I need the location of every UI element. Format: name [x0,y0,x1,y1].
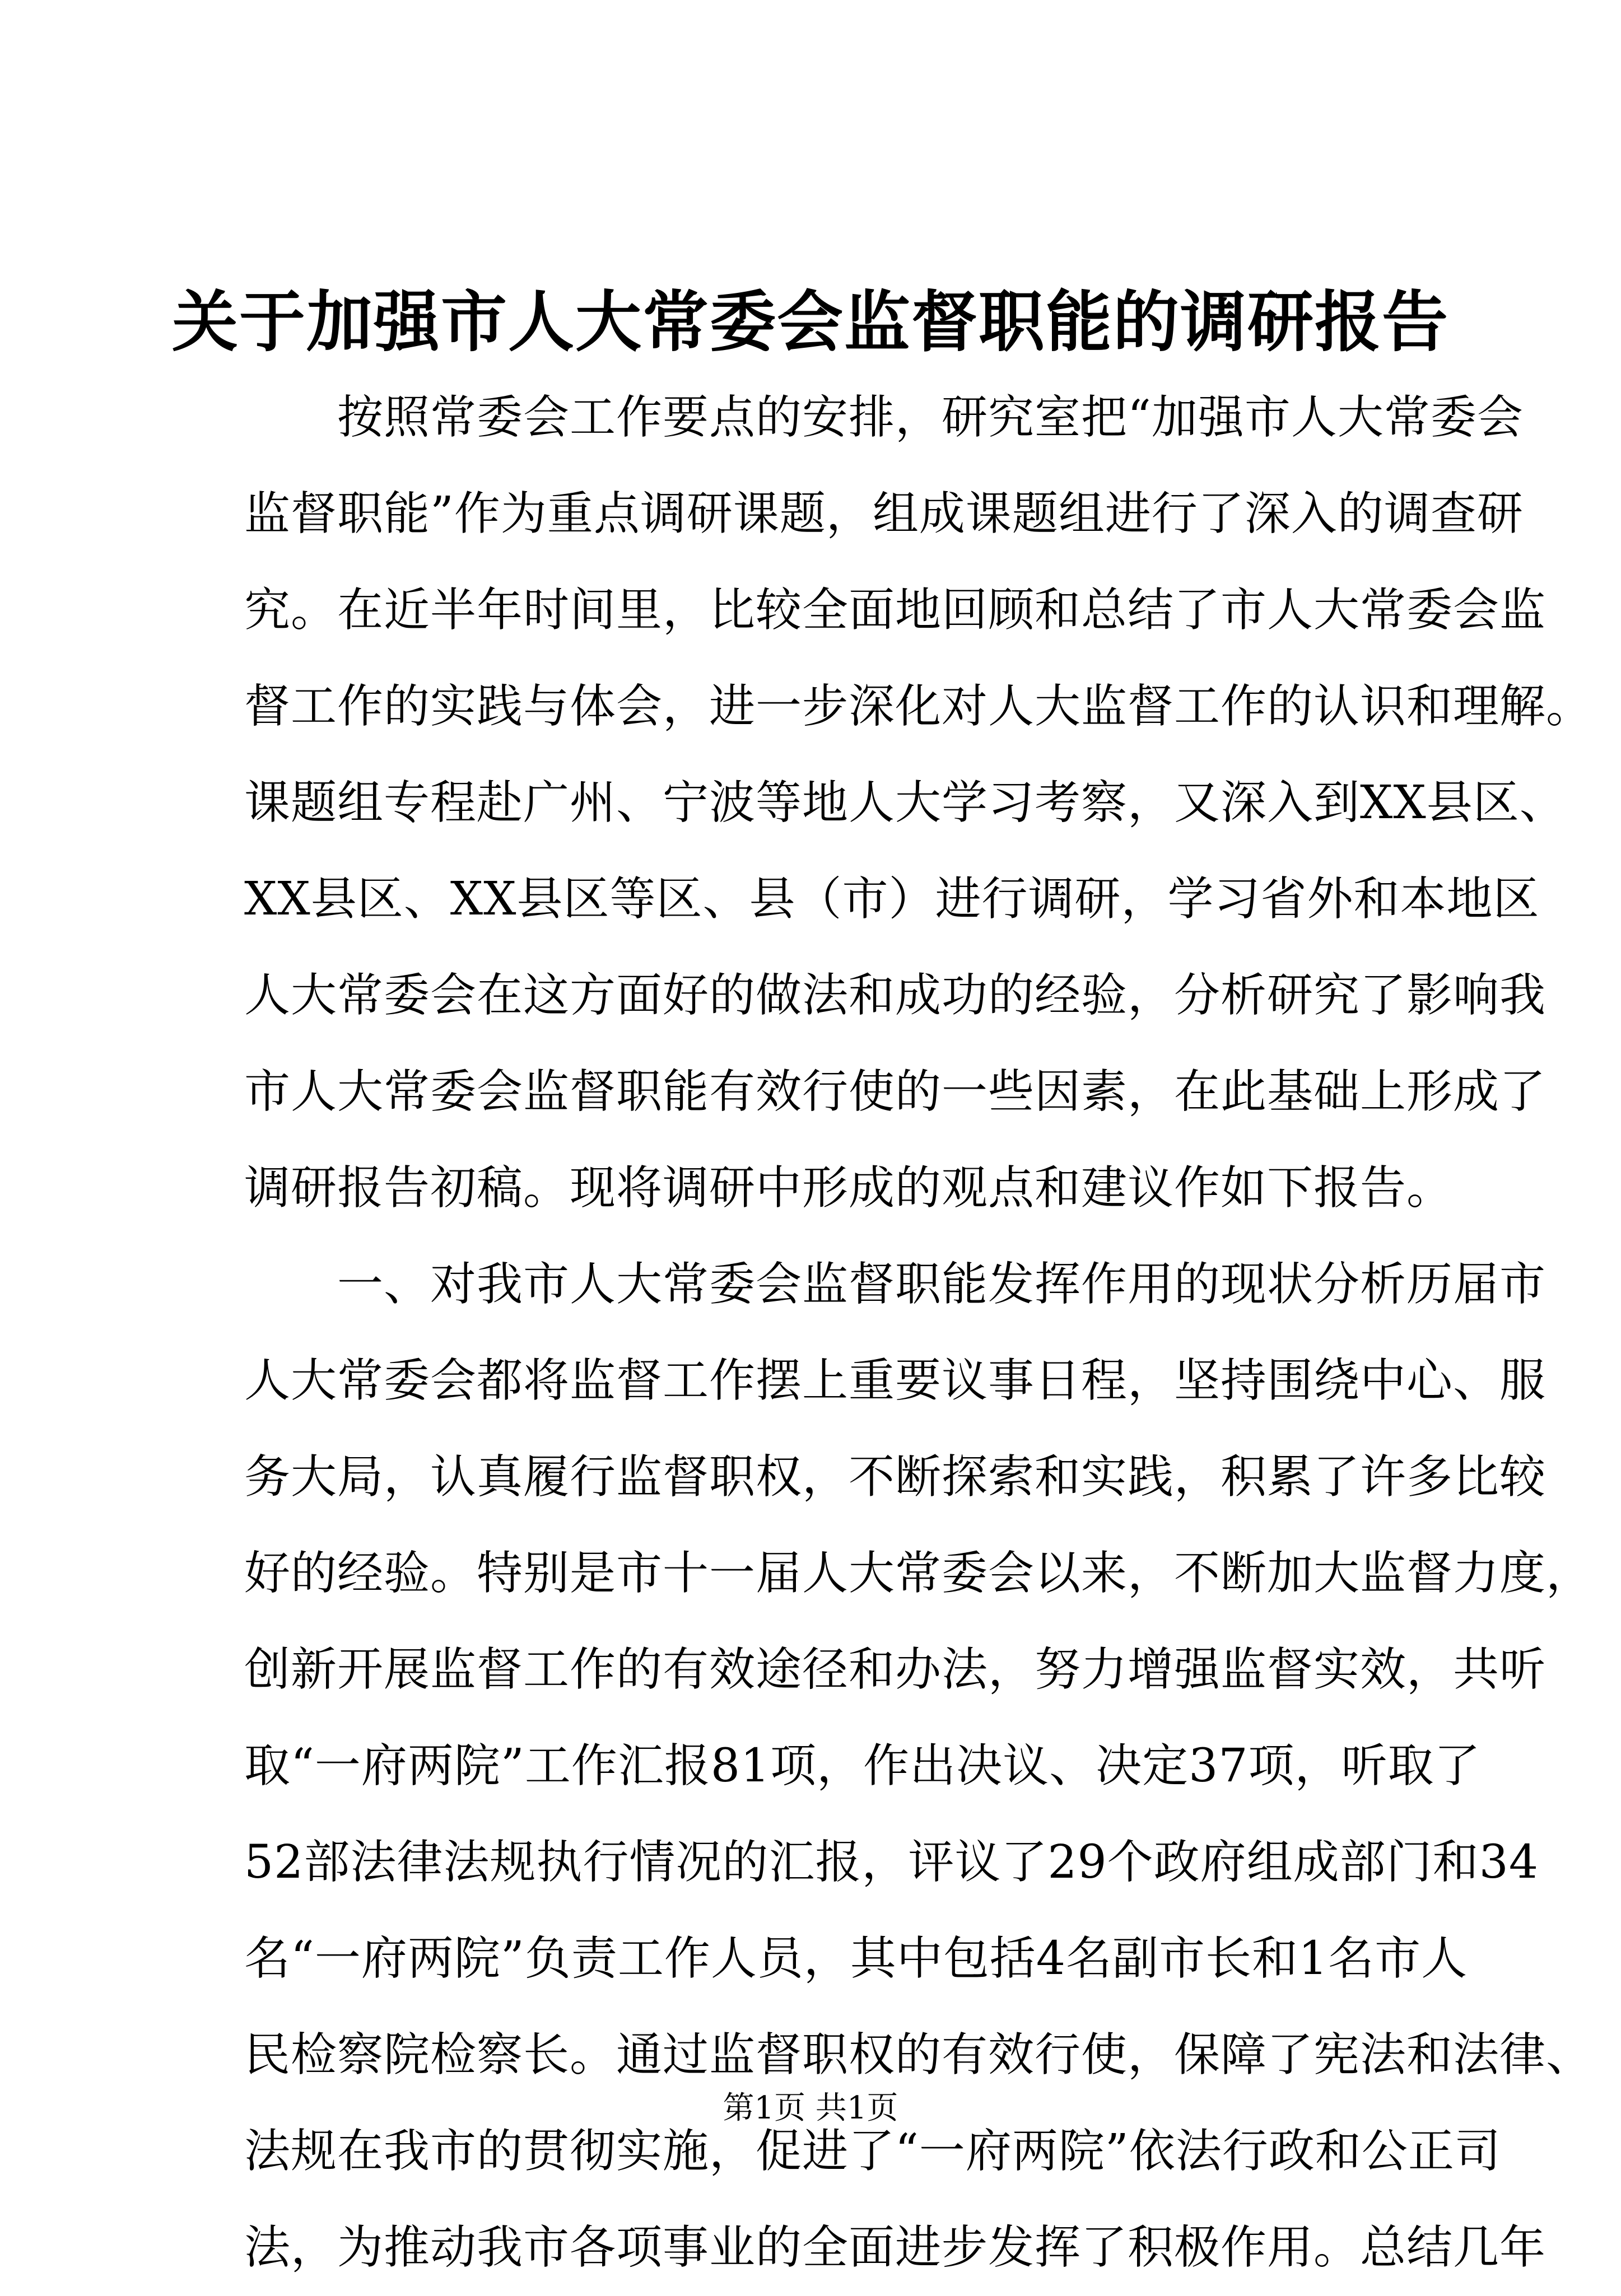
body-line: 市人大常委会监督职能有效行使的一些因素，在此基础上形成了 [244,1065,1547,1118]
body-line: 法规在我市的贯彻实施，促进了“一府两院”依法行政和公正司 [244,2125,1501,2178]
body-line: 民检察院检察长。通过监督职权的有效行使，保障了宪法和法律、 [244,2028,1593,2082]
page-number-footer: 第1页 共1页 [723,2090,898,2126]
body-line: 究。在近半年时间里，比较全面地回顾和总结了市人大常委会监 [244,584,1547,637]
body-line: 好的经验。特别是市十一届人大常委会以来，不断加大监督力度， [244,1547,1593,1600]
body-line: 一、对我市人大常委会监督职能发挥作用的现状分析历届市 [244,1258,1547,1311]
body-line: 按照常委会工作要点的安排，研究室把“加强市人大常委会 [244,391,1524,444]
body-line: 人大常委会都将监督工作摆上重要议事日程，坚持围绕中心、服 [244,1354,1547,1407]
body-line: 督工作的实践与体会，进一步深化对人大监督工作的认识和理解。 [244,680,1593,733]
body-line: 课题组专程赴广州、宁波等地人大学习考察，又深入到XX县区、 [244,776,1566,829]
body-line: 监督职能”作为重点调研课题，组成课题组进行了深入的调查研 [244,487,1524,540]
body-line: 取“一府两院”工作汇报81项，作出决议、决定37项，听取了 [244,1739,1481,1793]
body-line: XX县区、XX县区等区、县（市）进行调研，学习省外和本地区 [244,872,1540,926]
body-line: 创新开展监督工作的有效途径和办法，努力增强监督实效，共听 [244,1643,1547,1696]
body-line: 人大常委会在这方面好的做法和成功的经验，分析研究了影响我 [244,969,1547,1022]
body-line: 名“一府两院”负责工作人员，其中包括4名副市长和1名市人 [244,1932,1468,1985]
document-title: 关于加强市人大常委会监督职能的调研报告 [171,283,1449,361]
document-body [244,370,1593,2296]
body-line: 52部法律法规执行情况的汇报，评议了29个政府组成部门和34 [244,1836,1539,1889]
body-line: 法，为推动我市各项事业的全面进步发挥了积极作用。总结几年 [244,2221,1547,2274]
body-line: 务大局，认真履行监督职权，不断探索和实践，积累了许多比较 [244,1450,1547,1504]
body-line: 调研报告初稿。现将调研中形成的观点和建议作如下报告。 [244,1161,1454,1215]
